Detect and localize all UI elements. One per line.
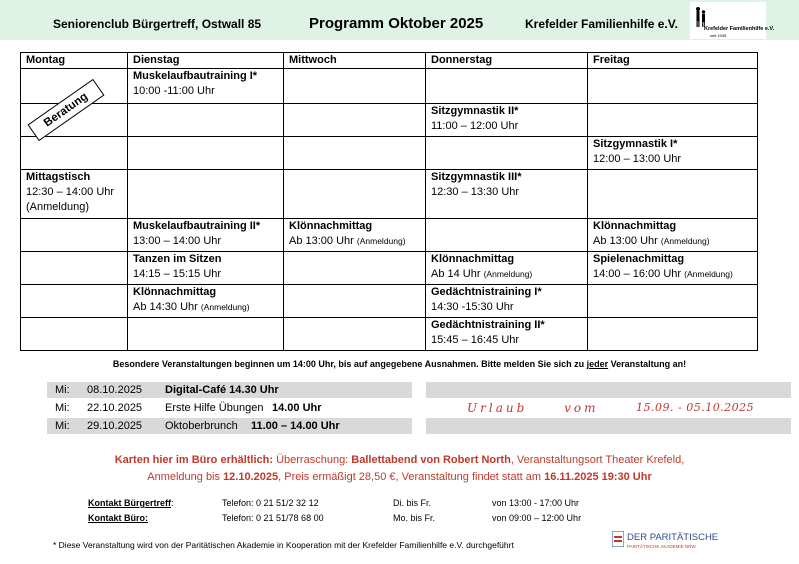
ticket-venue: , Veranstaltungsort Theater Krefeld, (510, 454, 685, 466)
organization-name: Krefelder Familienhilfe e.V. (525, 17, 678, 31)
cell-empty (588, 285, 758, 318)
table-header-row (21, 53, 758, 69)
event-title: Gedächtnistraining I* (431, 286, 542, 298)
event-date: 29.10.2025 (87, 420, 143, 432)
ticket-heading: Karten hier im Büro erhältlich: (114, 454, 274, 466)
notice-text-end: Veranstaltung an! (608, 359, 687, 369)
event-time: 12:30 – 13:30 Uhr (431, 186, 520, 198)
event-note: (Anmeldung) (684, 269, 733, 279)
event-time: 11.00 – 14.00 Uhr (251, 420, 340, 432)
cell-empty (426, 137, 588, 170)
cell-event (588, 219, 758, 252)
cell-event (128, 285, 284, 318)
cell-empty (284, 170, 426, 219)
event-time: 14:00 – 16:00 Uhr (593, 268, 682, 280)
cell-event (588, 252, 758, 285)
contact-buero-label (88, 513, 148, 523)
event-title: Mittagstisch (26, 171, 91, 183)
cell-empty (284, 252, 426, 285)
event-time: 10:00 -11:00 Uhr (133, 85, 215, 97)
event-weekday: Mi: (55, 420, 70, 432)
event-title: Sitzgymnastik III* (431, 171, 522, 183)
table-row (21, 318, 758, 351)
club-address: Seniorenclub Bürgertreff, Ostwall 85 (53, 17, 262, 31)
paritaetische-mark-icon (612, 531, 624, 547)
ticket-text: Überraschung: (273, 454, 352, 466)
event-time: Ab 14:30 Uhr (133, 301, 198, 313)
cell-event (128, 252, 284, 285)
day-header-tuesday: Dienstag (128, 53, 284, 69)
partner-subtitle: PARITÄTISCHE AKADEMIE NRW (627, 544, 696, 549)
registration-notice (0, 359, 799, 369)
notice-emphasis: jeder (586, 359, 609, 369)
day-header-monday: Montag (21, 53, 128, 69)
table-row (21, 285, 758, 318)
cell-empty (21, 137, 128, 170)
contact-hours: von 13:00 - 17:00 Uhr (492, 498, 580, 508)
notice-text: Besondere Veranstaltungen beginnen um 14:00 Uhr, bis auf angegebene Ausnahmen. Bitte melden Sie sich zu (112, 359, 587, 369)
logo-text: Krefelder Familienhilfe e.V. (704, 26, 775, 32)
page-title: Programm Oktober 2025 (309, 15, 484, 32)
gray-band (426, 382, 791, 398)
cell-empty (426, 69, 588, 104)
event-time: Ab 13:00 Uhr (289, 235, 354, 247)
event-title: Digital-Café 14.30 Uhr (165, 384, 279, 396)
event-title: Muskelaufbautraining II* (133, 220, 261, 232)
event-time: 14:15 – 15:15 Uhr (133, 268, 222, 280)
weekly-schedule-table (20, 52, 758, 351)
event-weekday: Mi: (55, 384, 70, 396)
ticket-reg-date: 12.10.2025 (223, 471, 279, 483)
event-title: Erste Hilfe Übungen (165, 402, 264, 414)
event-title: Klönnachmittag (289, 220, 373, 232)
event-date: 08.10.2025 (87, 384, 143, 396)
cell-empty (426, 219, 588, 252)
event-note: (Anmeldung) (356, 236, 406, 246)
event-time: 14:30 -15:30 Uhr (431, 301, 514, 313)
cell-empty (128, 318, 284, 351)
event-title: Klönnachmittag (133, 286, 217, 298)
cell-event (426, 104, 588, 137)
header-bar (0, 0, 799, 40)
partner-name: DER PARITÄTISCHE (627, 532, 719, 543)
cell-event (21, 170, 128, 219)
contact-label: Kontakt Bürgertreff (88, 498, 172, 508)
table-row (21, 252, 758, 285)
logo-subtext: seit 1945 (710, 33, 727, 38)
event-title: Klönnachmittag (593, 220, 677, 232)
event-time: 14.00 Uhr (272, 402, 322, 414)
special-event-row (47, 418, 412, 434)
footnote: * Diese Veranstaltung wird von der Paritätischen Akademie in Kooperation mit der Krefelder Familienhilfe e.V. durchgeführt (53, 540, 514, 550)
cell-empty (21, 318, 128, 351)
cell-empty (128, 137, 284, 170)
day-header-wednesday: Mittwoch (284, 53, 426, 69)
beratung-stamp: Beratung (27, 79, 104, 141)
contact-days: Mo. bis Fr. (393, 513, 436, 523)
event-title: Klönnachmittag (431, 253, 515, 265)
cell-empty (128, 170, 284, 219)
ticket-event-date: 16.11.2025 19:30 Uhr (544, 471, 652, 483)
cell-empty (588, 170, 758, 219)
special-event-row (47, 382, 412, 398)
event-time: 12:30 – 14:00 Uhr (26, 186, 115, 198)
ticket-event-name: Ballettabend von Robert North (351, 454, 511, 466)
cell-empty (284, 137, 426, 170)
family-figures-icon (695, 6, 707, 28)
cell-event (128, 69, 284, 104)
day-header-thursday: Donnerstag (426, 53, 588, 69)
cell-event (284, 219, 426, 252)
gray-band (426, 418, 791, 434)
contact-days: Di. bis Fr. (393, 498, 432, 508)
event-title: Tanzen im Sitzen (133, 253, 222, 265)
event-time: 13:00 – 14:00 Uhr (133, 235, 222, 247)
paritaetische-logo (612, 529, 722, 551)
cell-empty (284, 285, 426, 318)
contact-phone: Telefon: 0 21 51/2 32 12 (222, 498, 319, 508)
table-row (21, 104, 758, 137)
contact-hours: von 09:00 – 12:00 Uhr (492, 513, 582, 523)
table-row (21, 137, 758, 170)
contact-label: Kontakt Büro: (88, 513, 148, 523)
event-weekday: Mi: (55, 402, 70, 414)
cell-empty (588, 69, 758, 104)
cell-empty (21, 219, 128, 252)
event-title: Sitzgymnastik I* (593, 138, 678, 150)
cell-empty (284, 318, 426, 351)
cell-event (426, 318, 588, 351)
ticket-price-text: , Preis ermäßigt 28,50 €, Veranstaltung findet statt am (278, 471, 545, 483)
contact-buergertreff-label (88, 498, 174, 508)
event-time: 12:00 – 13:00 Uhr (593, 153, 682, 165)
vacation-notice (467, 401, 598, 415)
event-title: Muskelaufbautraining I* (133, 70, 258, 82)
event-time: Ab 14 Uhr (431, 268, 481, 280)
vacation-word: Urlaub (467, 401, 528, 415)
cell-empty (128, 104, 284, 137)
event-date: 22.10.2025 (87, 402, 143, 414)
event-note: (Anmeldung) (660, 236, 710, 246)
cell-empty (588, 104, 758, 137)
vacation-dates: 15.09. - 05.10.2025 (636, 401, 755, 414)
ticket-announcement (0, 452, 799, 486)
event-note: (Anmeldung) (200, 302, 250, 312)
cell-event (128, 219, 284, 252)
event-title: Gedächtnistraining II* (431, 319, 545, 331)
cell-event (426, 285, 588, 318)
day-header-friday: Freitag (588, 53, 758, 69)
familienhilfe-logo (690, 2, 775, 39)
cell-event (426, 170, 588, 219)
cell-empty (284, 104, 426, 137)
vacation-from: vom (564, 401, 599, 415)
cell-empty (21, 252, 128, 285)
contact-colon: : (171, 498, 174, 508)
cell-event (426, 252, 588, 285)
cell-event (588, 137, 758, 170)
ticket-reg-label: Anmeldung bis (147, 471, 224, 483)
table-row (21, 170, 758, 219)
event-title: Sitzgymnastik II* (431, 105, 519, 117)
event-note: (Anmeldung) (26, 201, 89, 213)
event-time: 15:45 – 16:45 Uhr (431, 334, 520, 346)
event-note: (Anmeldung) (483, 269, 533, 279)
table-row (21, 219, 758, 252)
cell-empty (21, 285, 128, 318)
special-event-row (47, 400, 412, 416)
event-title: Oktoberbrunch (165, 420, 238, 432)
table-row (21, 69, 758, 104)
event-time: 11:00 – 12:00 Uhr (431, 120, 519, 132)
event-time: Ab 13:00 Uhr (593, 235, 658, 247)
cell-empty (588, 318, 758, 351)
cell-empty (284, 69, 426, 104)
contact-phone: Telefon: 0 21 51/78 68 00 (222, 513, 324, 523)
event-title: Spielenachmittag (593, 253, 685, 265)
